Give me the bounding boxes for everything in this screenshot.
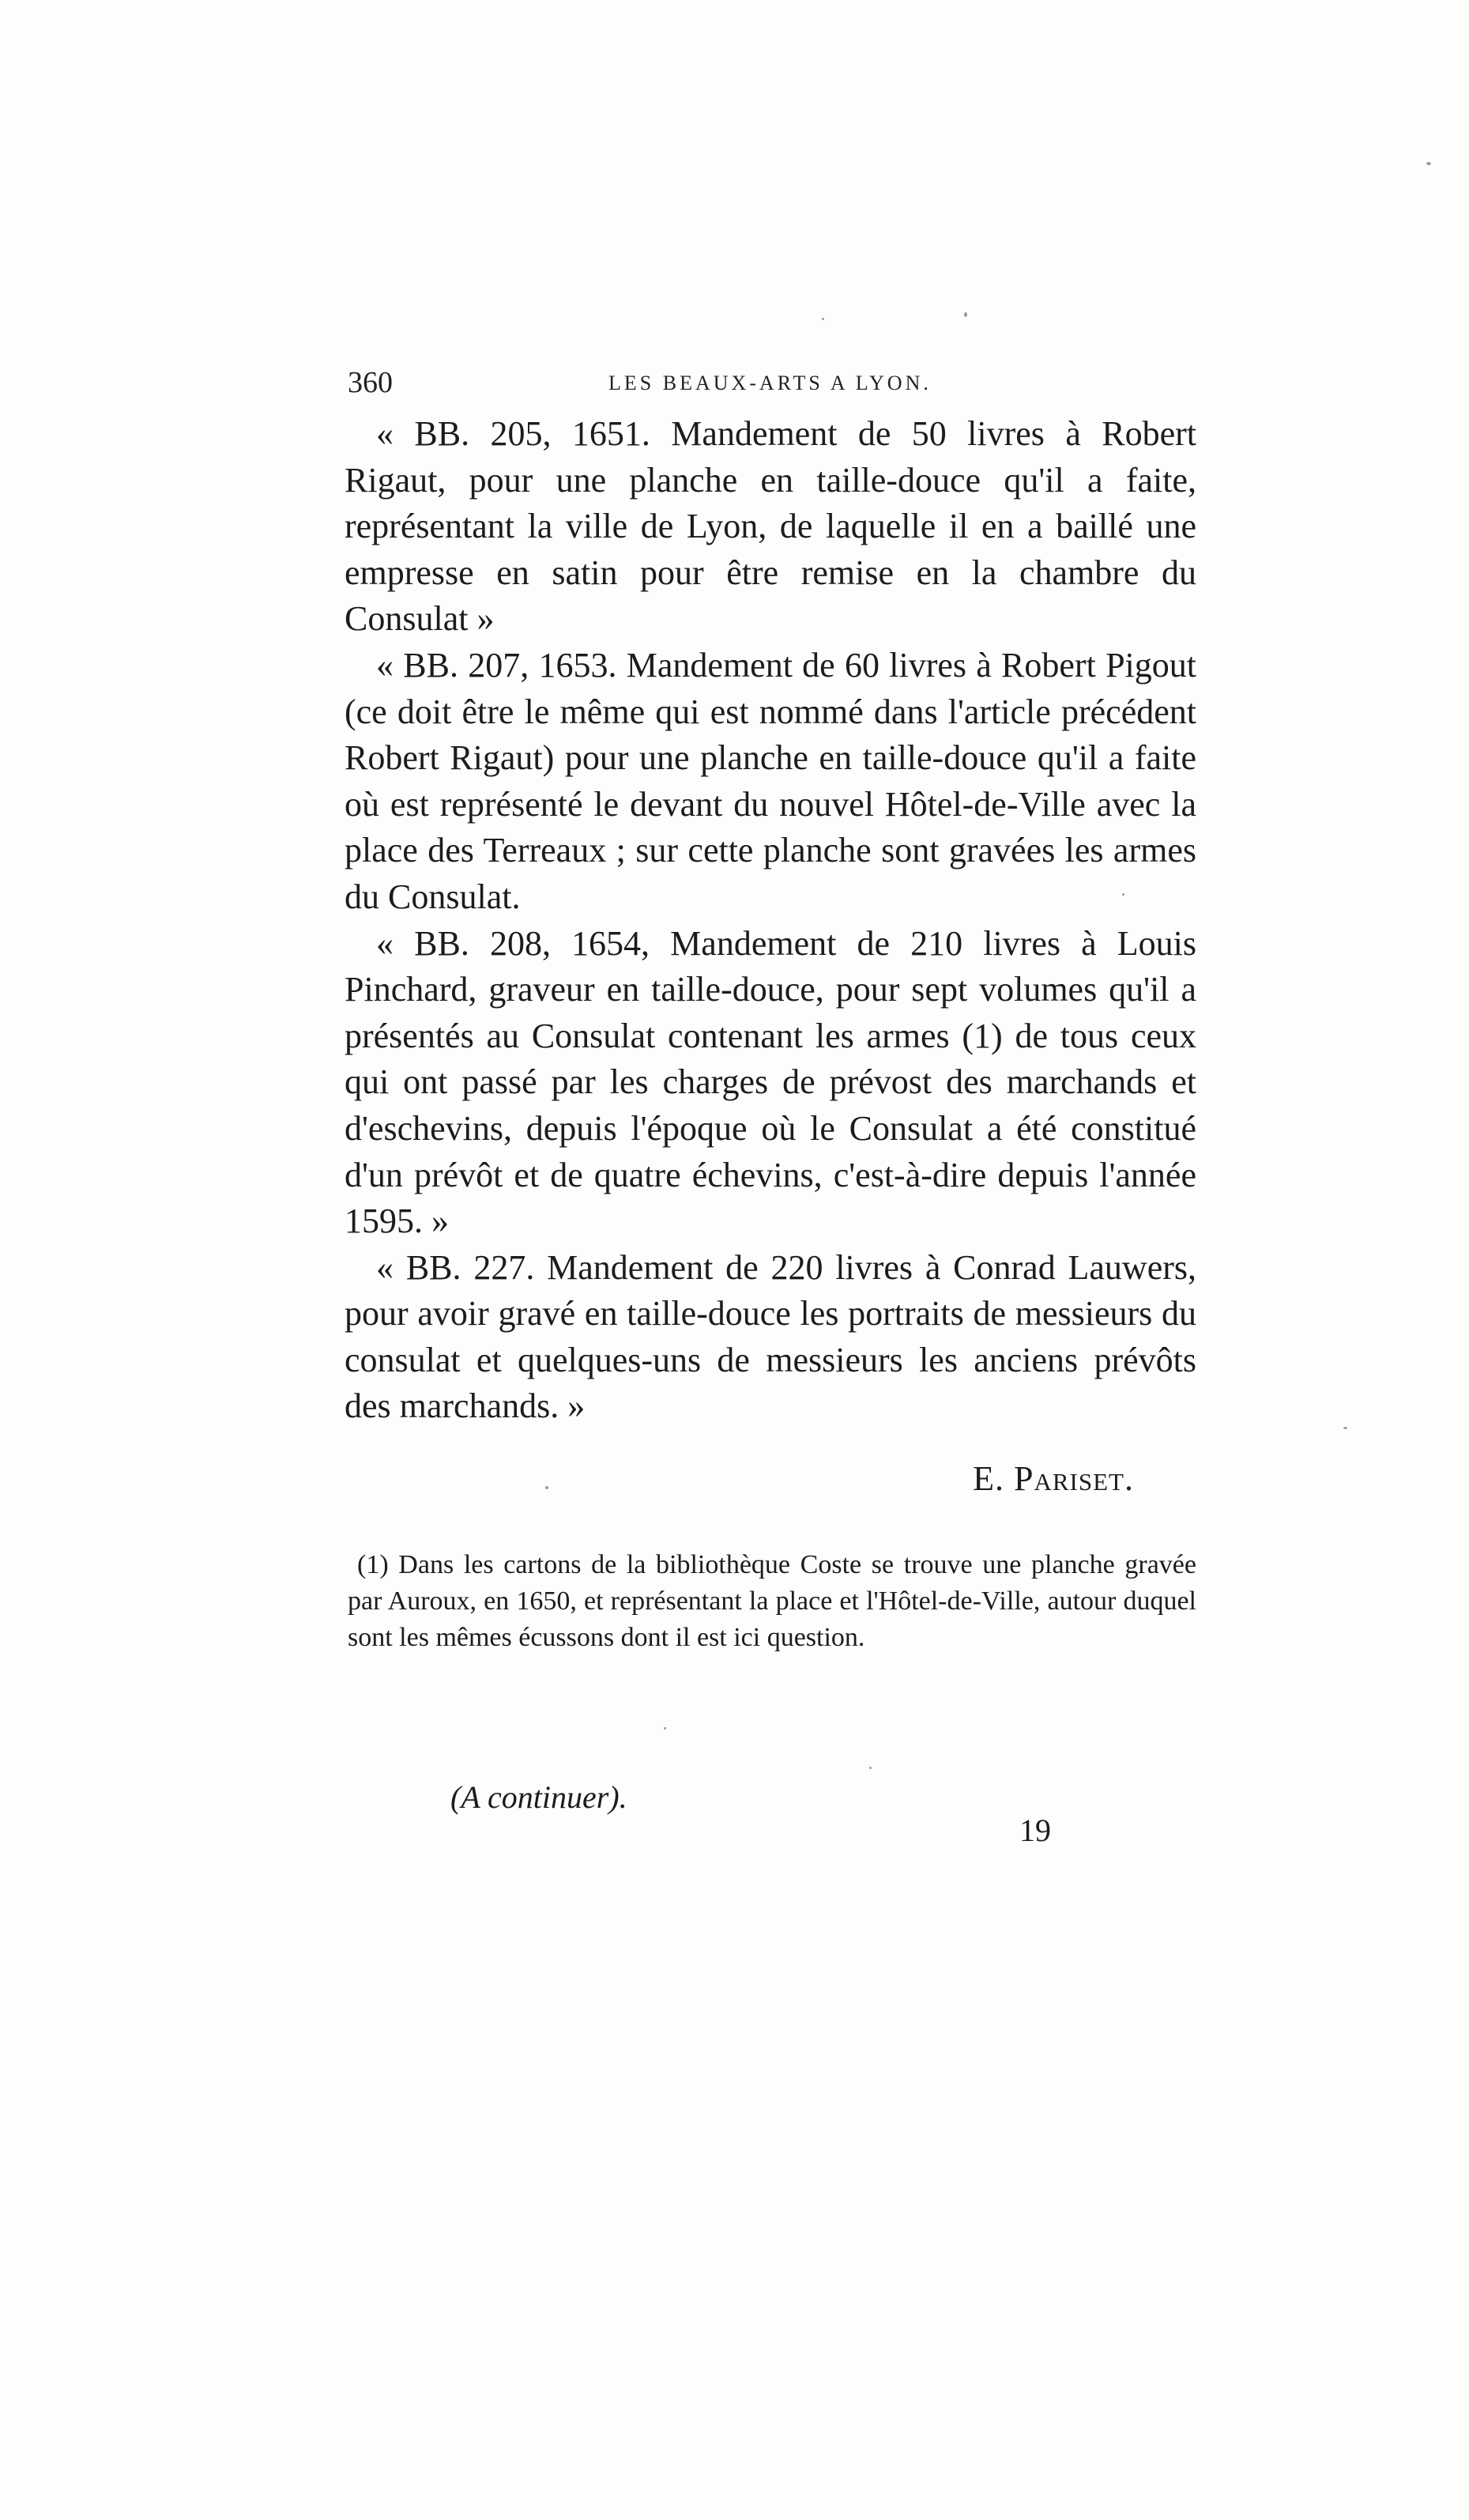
page-header — [348, 365, 1193, 405]
paragraph-bb-208: « BB. 208, 1654, Mandement de 210 livres à Louis Pinchard, graveur en taille-douce, pour sept volumes qu'il a présentés au Consulat contenant les armes (1) de tous ceux qui ont passé par les charges de prévost des marchands et d'eschevins, depuis l'époque où le Consulat a été constitué d'un prévôt et de quatre échevins, c'est-à-dire depuis l'année 1595. » — [345, 923, 1196, 1241]
running-title: LES BEAUX-ARTS A LYON. — [608, 372, 932, 394]
footnote — [348, 1547, 1196, 1656]
author-signature — [973, 1458, 1134, 1499]
main-text — [345, 411, 1196, 1430]
scan-speck — [664, 1727, 666, 1730]
footnote-text: (1) Dans les cartons de la bibliothèque Coste se trouve une planche gravée par Auroux, en 1650, et représentant la place et l'Hôtel-de-Ville, autour duquel sont les mêmes écussons dont il est ici question. — [348, 1550, 1196, 1652]
continuation-note: (A continuer). — [450, 1779, 627, 1815]
scan-speck — [822, 318, 824, 320]
scan-speck — [1426, 162, 1431, 165]
paragraph-bb-207: « BB. 207, 1653. Mandement de 60 livres à Robert Pigout (ce doit être le même qui est nommé dans l'article précédent Robert Rigaut) pour une planche en taille-douce qu'il a faite où est représenté le devant du nouvel Hôtel-de-Ville avec la place des Terreaux ; sur cette planche sont gravées les armes du Consulat. — [345, 645, 1196, 916]
paragraph-bb-205: « BB. 205, 1651. Mandement de 50 livres à Robert Rigaut, pour une planche en taille-douce qu'il a faite, représentant la ville de Lyon, de laquelle il en a baillé une empresse en satin pour être remise en la chambre du Consulat » — [345, 414, 1196, 639]
printer-signature-mark: 19 — [1019, 1813, 1051, 1848]
scan-speck — [964, 312, 967, 317]
page-number: 360 — [348, 366, 393, 399]
signature-name: Pariset. — [1014, 1459, 1134, 1498]
scan-speck — [869, 1767, 872, 1769]
scan-speck — [1122, 893, 1124, 896]
signature-initial: E. — [973, 1459, 1005, 1498]
scan-speck — [545, 1486, 548, 1489]
paragraph-bb-227: « BB. 227. Mandement de 220 livres à Conrad Lauwers, pour avoir gravé en taille-douce les portraits de messieurs du consulat et quelques-uns de messieurs les anciens prévôts des marchands. » — [345, 1247, 1196, 1426]
scan-speck — [1343, 1427, 1347, 1429]
